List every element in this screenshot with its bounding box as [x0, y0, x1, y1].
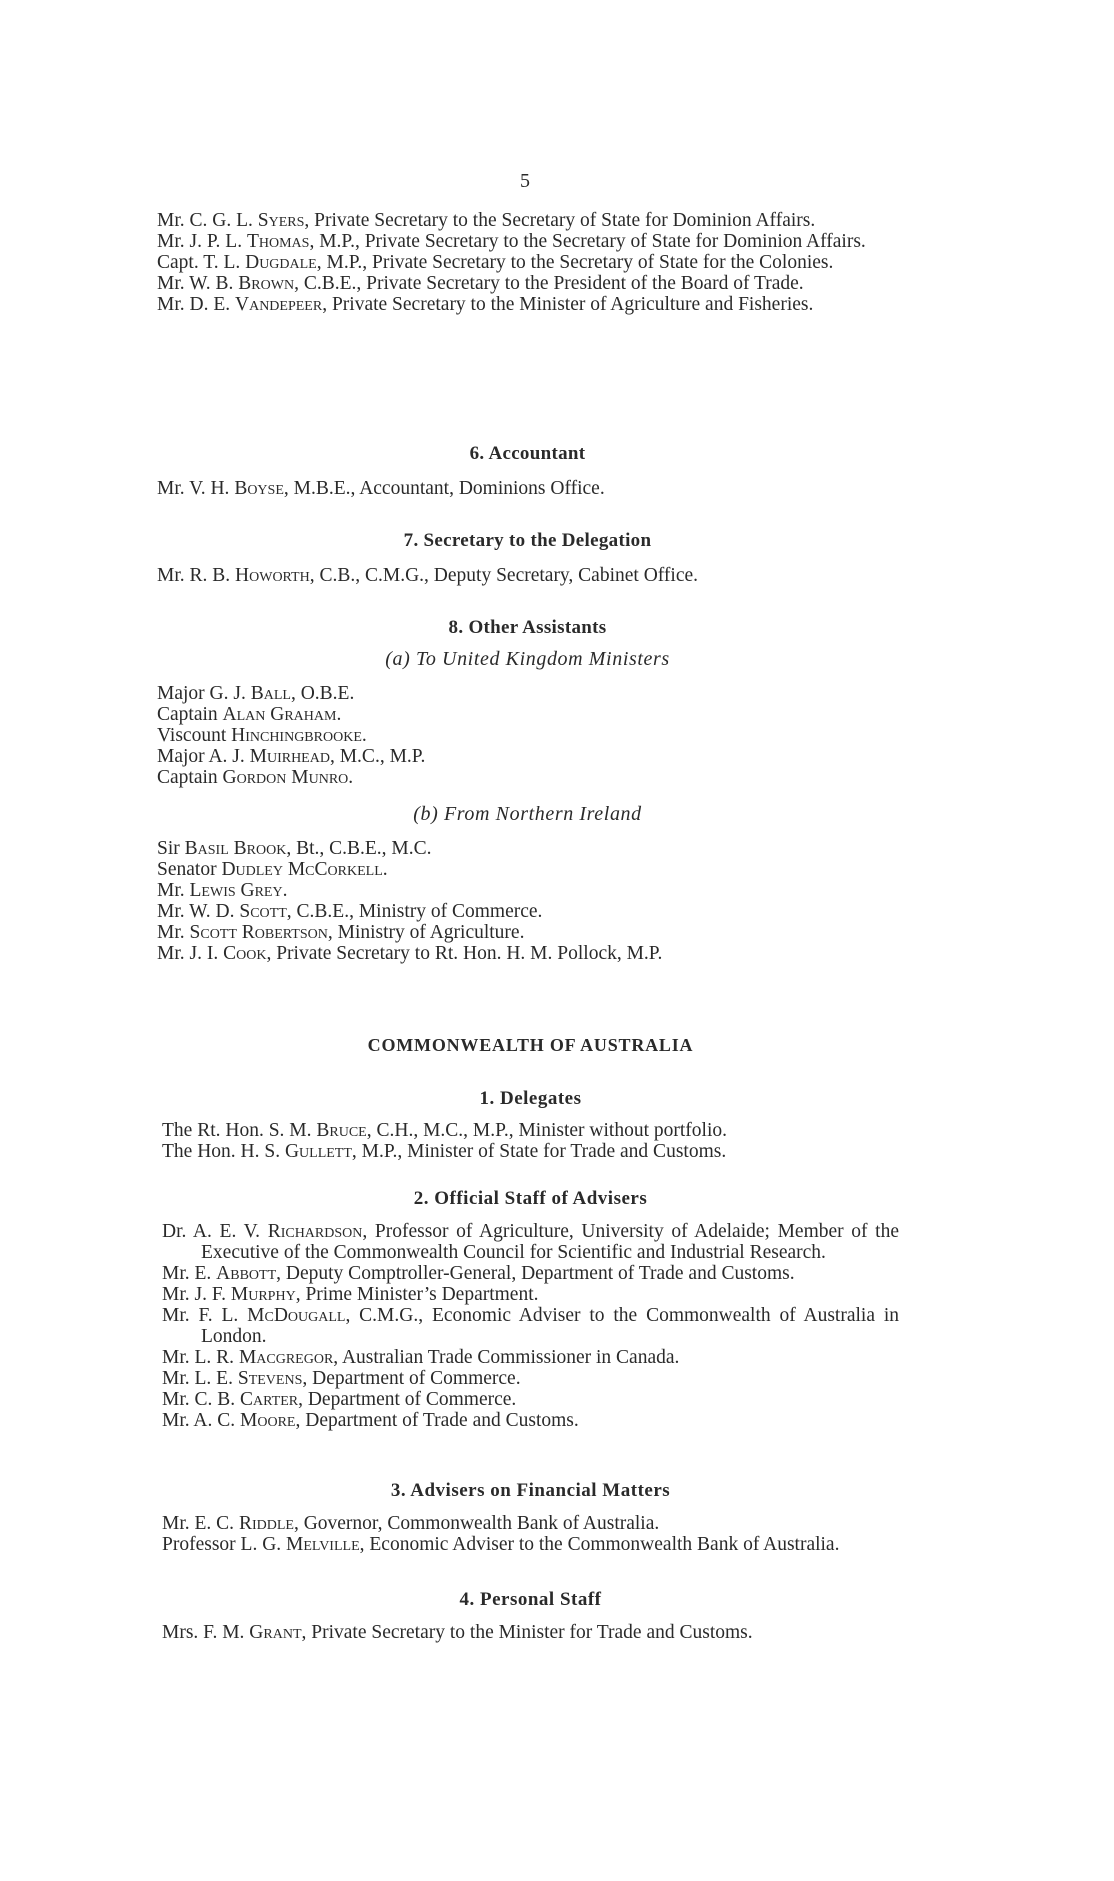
list-item: Captain Alan Graham.: [157, 704, 342, 725]
list-item: Major A. J. Muirhead, M.C., M.P.: [157, 746, 426, 767]
subheading-northern-ireland: (b) From Northern Ireland: [413, 803, 642, 825]
list-item: Capt. T. L. Dugdale, M.P., Private Secretary to the Secretary of State for the Colonies.: [157, 252, 834, 273]
list-item: Major G. J. Ball, O.B.E.: [157, 683, 355, 704]
list-item: Dr. A. E. V. Richardson, Professor of Agriculture, University of Adelaide; Member of the Executive of the Commonwealth Council for Scientific and Industrial Research.: [162, 1221, 899, 1263]
list-item: Mr. L. E. Stevens, Department of Commerce.: [162, 1368, 521, 1389]
advisers-list: [162, 1221, 899, 1431]
subheading-uk-ministers: (a) To United Kingdom Ministers: [385, 648, 670, 670]
list-item: Mr. W. B. Brown, C.B.E., Private Secretary to the President of the Board of Trade.: [157, 273, 804, 294]
list-item: Captain Gordon Munro.: [157, 767, 354, 788]
section-heading-delegates: 1. Delegates: [479, 1088, 582, 1109]
list-item: Mr. C. G. L. Syers, Private Secretary to the Secretary of State for Dominion Affairs.: [157, 210, 816, 231]
accountant-entry: Mr. V. H. Boyse, M.B.E., Accountant, Dominions Office.: [157, 478, 605, 499]
list-item: Mr. L. R. Macgregor, Australian Trade Commissioner in Canada.: [162, 1347, 680, 1368]
list-item: Mr. J. F. Murphy, Prime Minister’s Department.: [162, 1284, 539, 1305]
list-item: Mr. A. C. Moore, Department of Trade and Customs.: [162, 1410, 579, 1431]
financial-advisers-list: [162, 1513, 899, 1555]
list-item: The Hon. H. S. Gullett, M.P., Minister of State for Trade and Customs.: [162, 1141, 727, 1162]
personal-staff-list: [162, 1622, 899, 1643]
list-item: Mr. C. B. Carter, Department of Commerce.: [162, 1389, 517, 1410]
list-item: Sir Basil Brook, Bt., C.B.E., M.C.: [157, 838, 432, 859]
page-number: 5: [520, 170, 530, 192]
country-title: COMMONWEALTH OF AUSTRALIA: [367, 1035, 694, 1055]
list-item: Mr. Lewis Grey.: [157, 880, 288, 901]
section-heading-advisers: 2. Official Staff of Advisers: [413, 1188, 648, 1209]
northern-ireland-assistants-list: [157, 838, 898, 964]
list-item: Senator Dudley McCorkell.: [157, 859, 388, 880]
list-item: Mr. F. L. McDougall, C.M.G., Economic Adviser to the Commonwealth of Australia in London.: [162, 1305, 899, 1347]
list-item: Mr. J. I. Cook, Private Secretary to Rt. Hon. H. M. Pollock, M.P.: [157, 943, 663, 964]
list-item: The Rt. Hon. S. M. Bruce, C.H., M.C., M.P., Minister without portfolio.: [162, 1120, 727, 1141]
secretary-entry: Mr. R. B. Howorth, C.B., C.M.G., Deputy Secretary, Cabinet Office.: [157, 565, 699, 586]
list-item: Mr. W. D. Scott, C.B.E., Ministry of Commerce.: [157, 901, 543, 922]
uk-ministers-assistants-list: [157, 683, 898, 788]
list-item: Professor L. G. Melville, Economic Adviser to the Commonwealth Bank of Australia.: [162, 1534, 840, 1555]
list-item: Mr. J. P. L. Thomas, M.P., Private Secretary to the Secretary of State for Dominion Affairs.: [157, 231, 866, 252]
list-item: Mrs. F. M. Grant, Private Secretary to the Minister for Trade and Customs.: [162, 1622, 753, 1643]
list-item: Mr. D. E. Vandepeer, Private Secretary to the Minister of Agriculture and Fisheries.: [157, 294, 814, 315]
list-item: Mr. Scott Robertson, Ministry of Agriculture.: [157, 922, 525, 943]
section-heading-personal: 4. Personal Staff: [459, 1589, 602, 1610]
section-heading-accountant: 6. Accountant: [469, 443, 586, 464]
delegates-list: [162, 1120, 899, 1162]
section-heading-other-assistants: 8. Other Assistants: [448, 617, 607, 638]
section-heading-financial: 3. Advisers on Financial Matters: [390, 1480, 671, 1501]
list-item: Mr. E. C. Riddle, Governor, Commonwealth Bank of Australia.: [162, 1513, 660, 1534]
list-item: Viscount Hinchingbrooke.: [157, 725, 367, 746]
section-heading-secretary: 7. Secretary to the Delegation: [403, 530, 652, 551]
private-secretaries-list: [157, 210, 898, 315]
list-item: Mr. E. Abbott, Deputy Comptroller-General, Department of Trade and Customs.: [162, 1263, 795, 1284]
